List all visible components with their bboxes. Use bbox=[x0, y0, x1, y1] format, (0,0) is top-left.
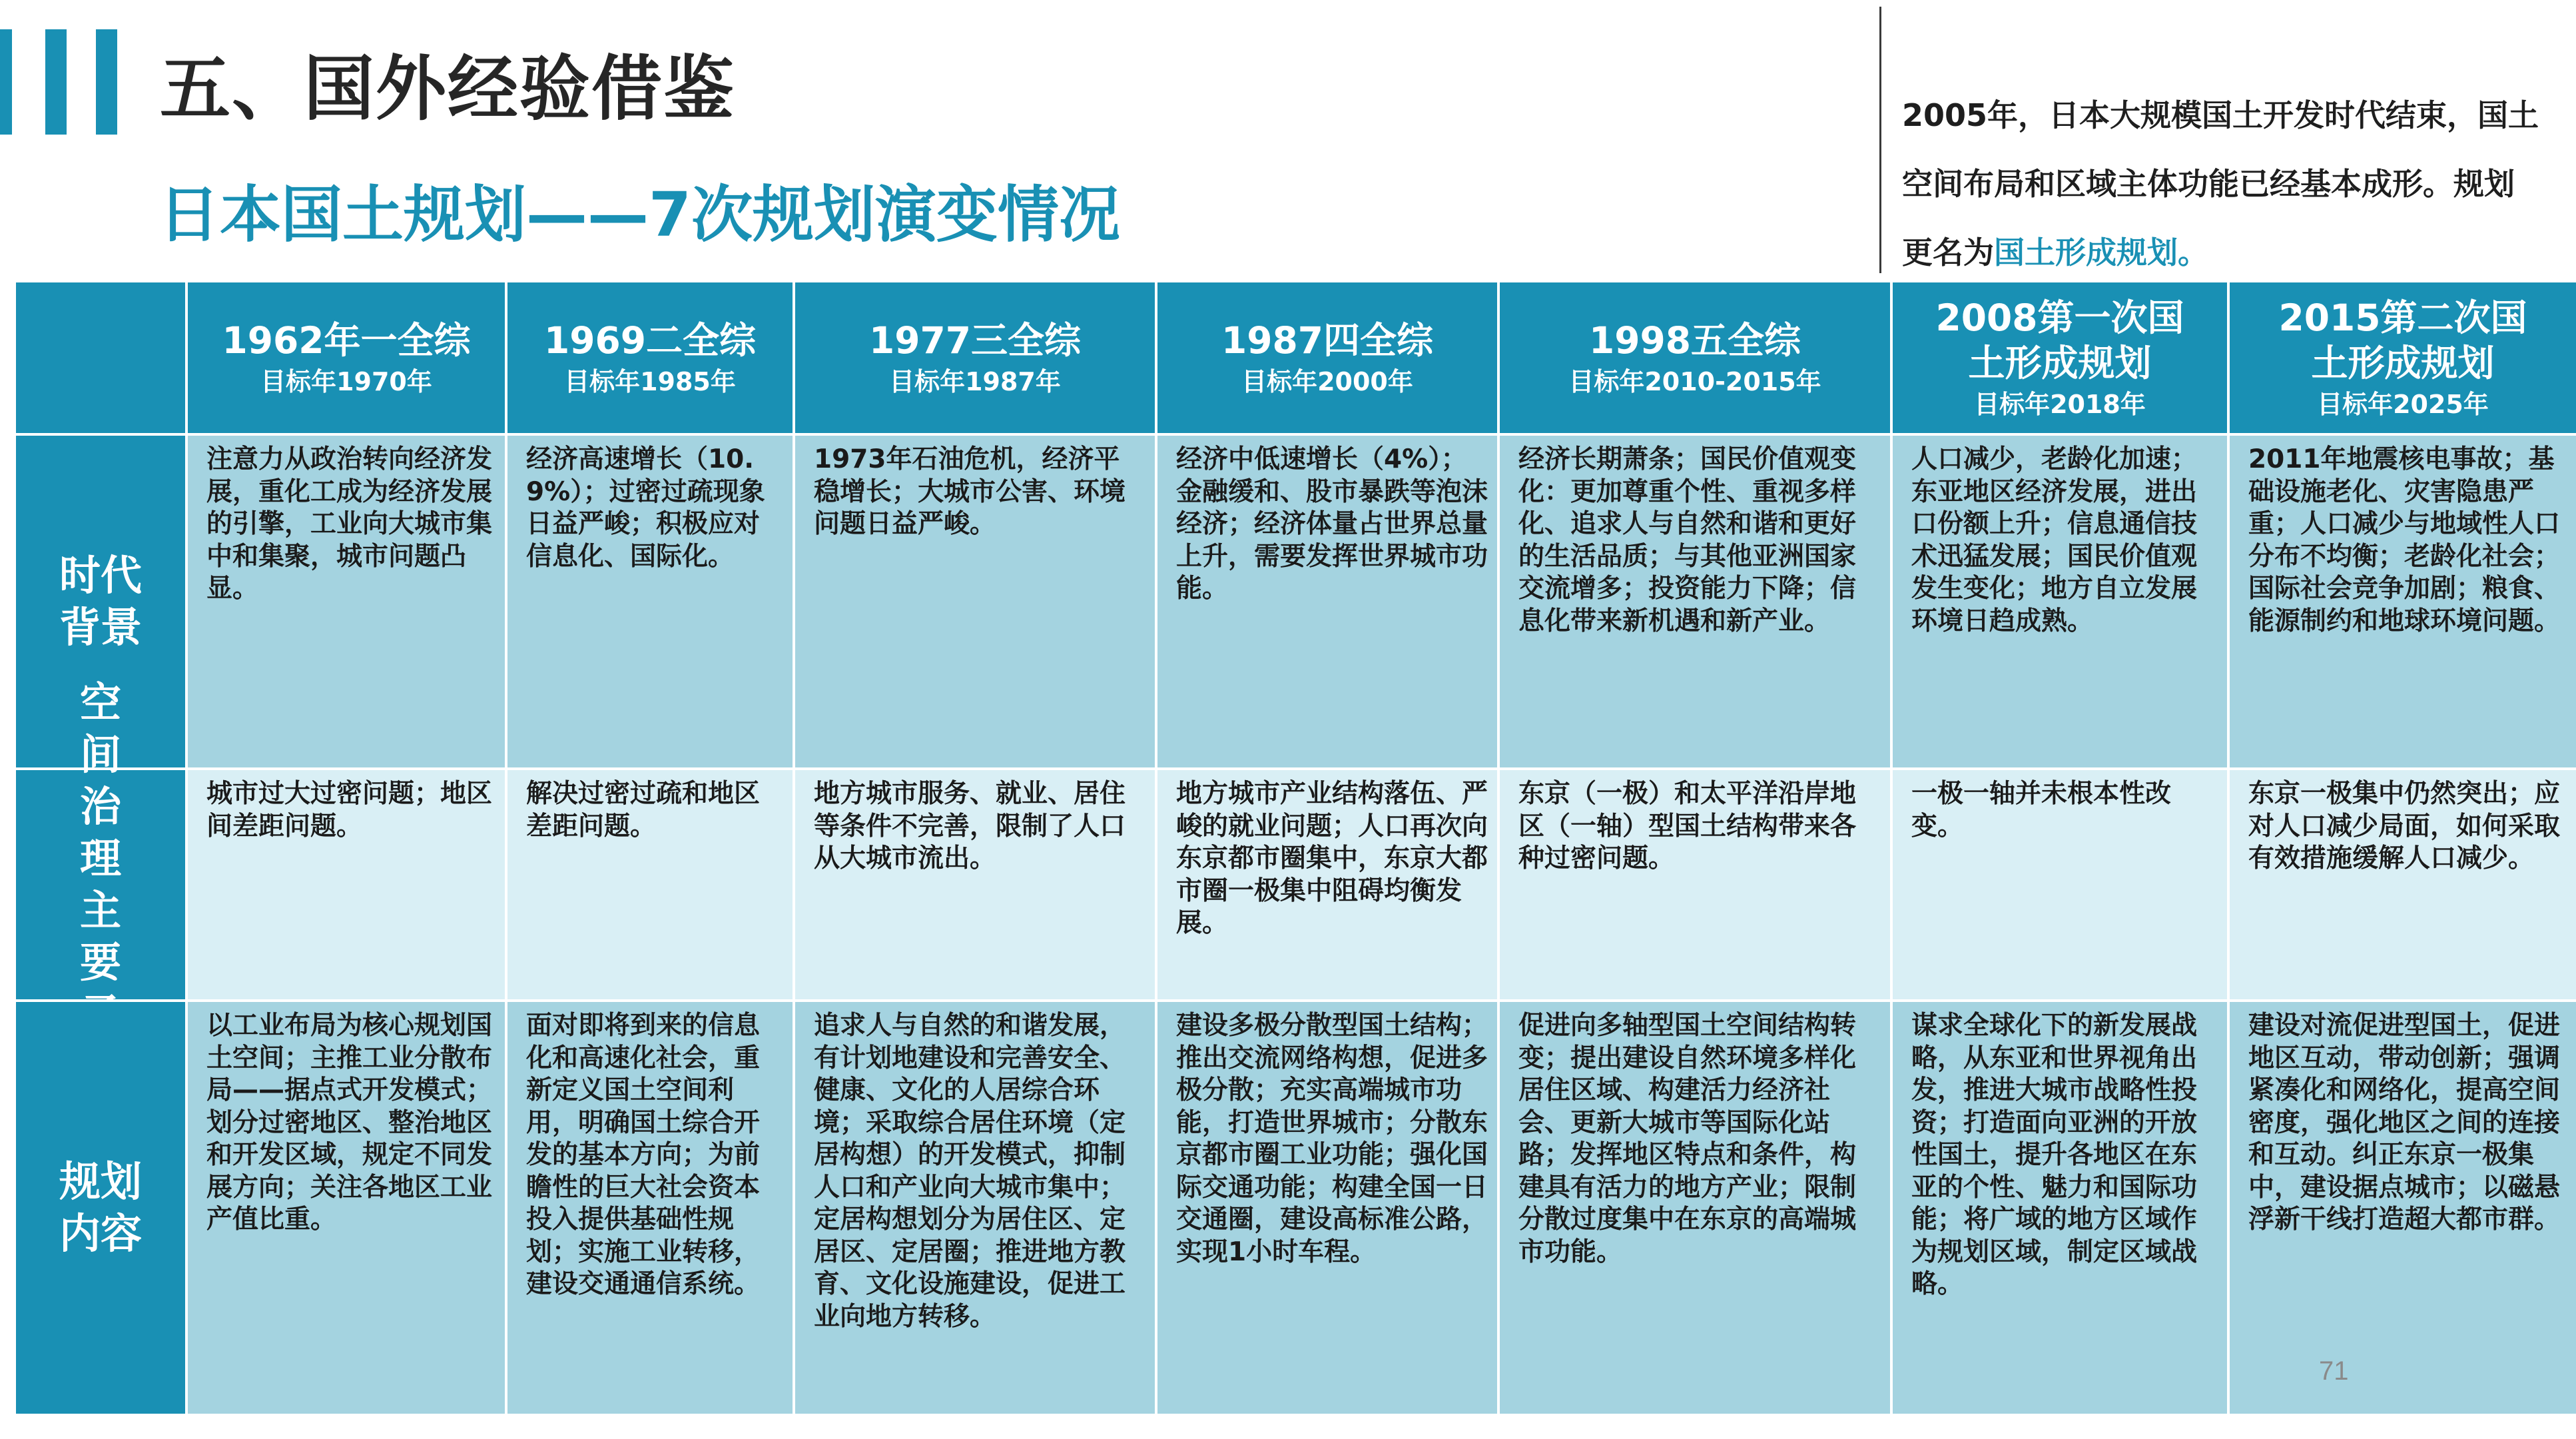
column-target: 目标年1985年 bbox=[564, 367, 736, 396]
column-header bbox=[188, 282, 505, 433]
column-title: 2008第一次国土形成规划 bbox=[1935, 296, 2184, 384]
table-cell: 地方城市产业结构落伍、严峻的就业问题；人口再次向东京都市圈集中，东京大都市圈一极集中阻碍均衡发展。 bbox=[1157, 770, 1497, 999]
table-cell: 经济高速增长（10.9%）；过密过疏现象日益严峻；积极应对信息化、国际化。 bbox=[507, 436, 793, 767]
column-header bbox=[1500, 282, 1890, 433]
column-target: 目标年2025年 bbox=[2317, 390, 2489, 419]
table-cell: 东京一极集中仍然突出；应对人口减少局面，如何采取有效措施缓解人口减少。 bbox=[2230, 770, 2576, 999]
column-header bbox=[507, 282, 793, 433]
table-cell: 注意力从政治转向经济发展，重化工成为经济发展的引擎，工业向大城市集中和集聚，城市问题凸显。 bbox=[188, 436, 505, 767]
side-note bbox=[1902, 81, 2541, 287]
table-cell: 地方城市服务、就业、居住等条件不完善，限制了人口从大城市流出。 bbox=[795, 770, 1155, 999]
table-cell: 建设对流促进型国土，促进地区互动，带动创新；强调紧凑化和网络化，提高空间密度，强化地区之间的连接和互动。纠正东京一极集中，建设据点城市；以磁悬浮新干线打造超大都市群。 bbox=[2230, 1002, 2576, 1414]
side-note-text: 2005年，日本大规模国土开发时代结束，国土空间布局和区域主体功能已经基本成形。规划更名为 bbox=[1902, 97, 2539, 270]
column-title: 1962年一全综 bbox=[222, 319, 471, 362]
table-cell: 东京（一极）和太平洋沿岸地区（一轴）型国土结构带来各种过密问题。 bbox=[1500, 770, 1890, 999]
row-label: 空间治理主要 bbox=[16, 770, 185, 999]
table-cell: 一极一轴并未根本性改变。 bbox=[1893, 770, 2227, 999]
table-cell: 人口减少，老龄化加速；东亚地区经济发展，进出口份额上升；信息通信技术迅猛发展；国民价值观发生变化；地方自立发展环境日趋成熟。 bbox=[1893, 436, 2227, 767]
column-header bbox=[795, 282, 1155, 433]
page-number: 71 bbox=[2319, 1356, 2349, 1386]
table-cell: 2011年地震核电事故；基础设施老化、灾害隐患严重；人口减少与地域性人口分布不均衡；老龄化社会；国际社会竞争加剧；粮食、能源制约和地球环境问题。 bbox=[2230, 436, 2576, 767]
table-cell: 经济中低速增长（4%）；金融缓和、股市暴跌等泡沫经济；经济体量占世界总量上升，需要发挥世界城市功能。 bbox=[1157, 436, 1497, 767]
table-cell: 追求人与自然的和谐发展，有计划地建设和完善安全、健康、文化的人居综合环境；采取综合居住环境（定居构想）的开发模式，抑制人口和产业向大城市集中；定居构想划分为居住区、定居区、定居圈；推进地方教育、文化设施建设，促进工业向地方转移。 bbox=[795, 1002, 1155, 1414]
table-cell: 经济长期萧条；国民价值观变化：更加尊重个性、重视多样化、追求人与自然和谐和更好的生活品质；与其他亚洲国家交流增多；投资能力下降；信息化带来新机遇和新产业。 bbox=[1500, 436, 1890, 767]
column-title: 1969二全综 bbox=[543, 319, 757, 362]
column-header bbox=[1893, 282, 2227, 433]
title-bars-icon bbox=[0, 29, 120, 135]
table-cell: 谋求全球化下的新发展战略，从东亚和世界视角出发，推进大城市战略性投资；打造面向亚洲的开放性国土，提升各地区在东亚的个性、魅力和国际功能；将广域的地方区域作为规划区域，制定区域战略。 bbox=[1893, 1002, 2227, 1414]
column-header bbox=[2230, 282, 2576, 433]
row-label: 规划内容 bbox=[16, 1002, 185, 1414]
table-cell: 建设多极分散型国土结构；推出交流网络构想，促进多极分散；充实高端城市功能，打造世界城市；分散东京都市圈工业功能；强化国际交通功能；构建全国一日交通圈，建设高标准公路，实现1小时车程。 bbox=[1157, 1002, 1497, 1414]
page-subtitle: 日本国土规划——7次规划演变情况 bbox=[159, 179, 1121, 250]
column-target: 目标年1987年 bbox=[889, 367, 1061, 396]
table-cell: 面对即将到来的信息化和高速化社会，重新定义国土空间利用，明确国土综合开发的基本方向；为前瞻性的巨大社会资本投入提供基础性规划；实施工业转移，建设交通通信系统。 bbox=[507, 1002, 793, 1414]
column-header bbox=[1157, 282, 1497, 433]
column-title: 2015第二次国土形成规划 bbox=[2278, 296, 2527, 384]
page-title: 五、国外经验借鉴 bbox=[160, 48, 735, 130]
column-target: 目标年1970年 bbox=[260, 367, 432, 396]
column-target: 目标年2010-2015年 bbox=[1568, 367, 1821, 396]
corner-cell bbox=[16, 282, 185, 433]
column-title: 1977三全综 bbox=[868, 319, 1082, 362]
table-cell: 以工业布局为核心规划国土空间；主推工业分散布局——据点式开发模式；划分过密地区、整治地区和开发区域，规定不同发展方向；关注各地区工业产值比重。 bbox=[188, 1002, 505, 1414]
planning-table bbox=[16, 282, 2561, 1406]
column-title: 1998五全综 bbox=[1588, 319, 1801, 362]
column-title: 1987四全综 bbox=[1221, 319, 1434, 362]
table-cell: 1973年石油危机，经济平稳增长；大城市公害、环境问题日益严峻。 bbox=[795, 436, 1155, 767]
column-target: 目标年2018年 bbox=[1974, 390, 2146, 419]
side-note-highlight: 国土形成规划。 bbox=[1994, 235, 2208, 270]
table-cell: 城市过大过密问题；地区间差距问题。 bbox=[188, 770, 505, 999]
column-target: 目标年2000年 bbox=[1241, 367, 1413, 396]
table-cell: 解决过密过疏和地区差距问题。 bbox=[507, 770, 793, 999]
table-cell: 促进向多轴型国土空间结构转变；提出建设自然环境多样化居住区域、构建活力经济社会、更新大城市等国际化站路；发挥地区特点和条件，构建具有活力的地方产业；限制分散过度集中在东京的高端城市功能。 bbox=[1500, 1002, 1890, 1414]
divider bbox=[1879, 7, 1881, 273]
row-label: 时代背景 bbox=[16, 436, 185, 767]
